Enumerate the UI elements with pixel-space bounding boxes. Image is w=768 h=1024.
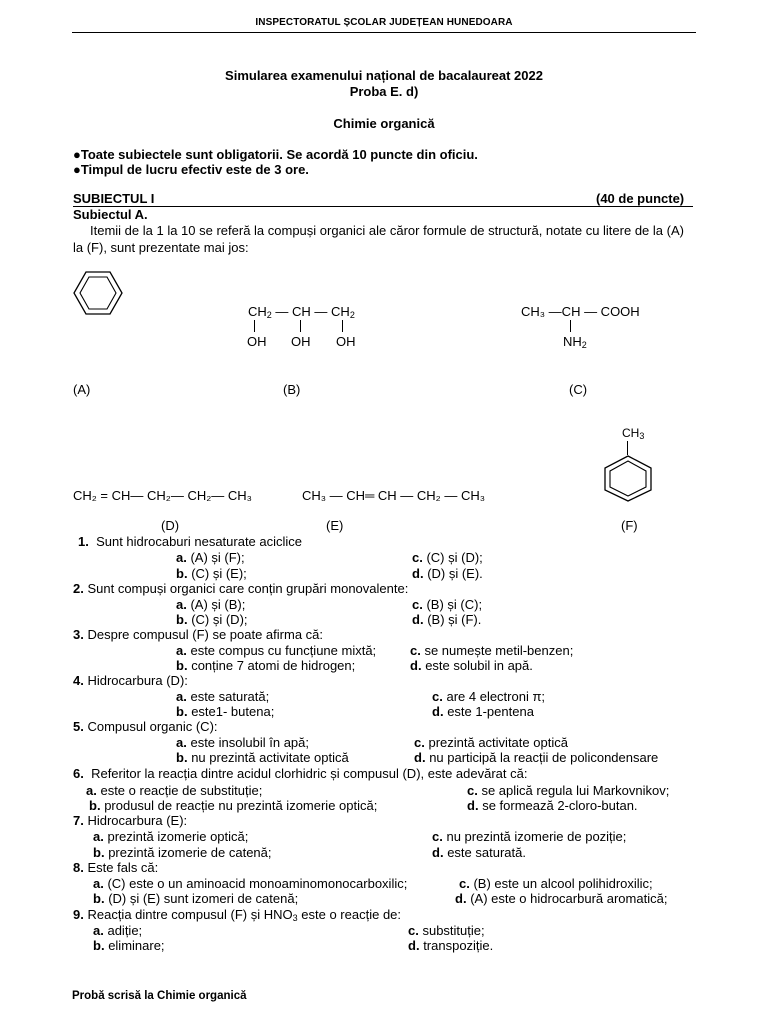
item-5-option-c: c. prezintă activitate optică: [414, 735, 568, 750]
item-9-option-d: d. transpoziție.: [408, 938, 494, 953]
item-1-option-b: b. (C) și (E);: [176, 566, 247, 581]
item-7-question: 7. Hidrocarbura (E):: [73, 813, 188, 828]
label-d: (D): [161, 518, 180, 533]
item-3-option-a: a. este compus cu funcțiune mixtă;: [176, 643, 377, 658]
item-2-option-a: a. (A) și (B);: [176, 597, 246, 612]
intro-text: Itemii de la 1 la 10 se referă la compuși organici ale căror formule de structură, notate cu litere de la (A) la (F), sunt prezentate mai jos:: [73, 223, 684, 255]
item-4-option-a: a. este saturată;: [176, 689, 270, 704]
item-9-question: 9. Reacția dintre compusul (F) și $HNO_3$ este o reacție de:: [73, 907, 402, 923]
item-4-option-c: c. are 4 electroni π;: [432, 689, 546, 704]
benzene-ring-f: [602, 454, 654, 502]
exam-subtitle: Proba E. d): [349, 84, 419, 99]
oh-b3: OH: [336, 334, 356, 349]
subject-name: SUBIECTUL I: [73, 191, 155, 206]
item-8-option-d: d. (A) este o hidrocarbură aromatică;: [455, 891, 668, 906]
label-b: (B): [283, 382, 301, 397]
bond-b3: [342, 320, 343, 332]
item-4-option-b: b. este1- butena;: [176, 704, 275, 719]
item-1-option-c: c. (C) și (D);: [412, 550, 483, 565]
item-3-option-d: d. este solubil in apă.: [410, 658, 533, 673]
item-5-option-d: d. nu participă la reacții de policondensare: [414, 750, 659, 765]
oh-b2: OH: [291, 334, 311, 349]
item-5-option-b: b. nu prezintă activitate optică: [176, 750, 349, 765]
item-3-option-b: b. conține 7 atomi de hidrogen;: [176, 658, 356, 673]
item-6-question: 6. Referitor la reacția dintre acidul clorhidric și compusul (D), este adevărat că:: [73, 766, 528, 781]
methyl-group-f: $CH_3$: [622, 426, 645, 441]
note-time: ●Timpul de lucru efectiv este de 3 ore.: [73, 162, 309, 177]
benzene-ring-a: [72, 270, 124, 316]
bond-c: [570, 320, 571, 332]
item-5-question: 5. Compusul organic (C):: [73, 719, 218, 734]
oh-b1: OH: [247, 334, 267, 349]
item-3-option-c: c. se numește metil-benzen;: [410, 643, 574, 658]
item-6-option-a: a. este o reacție de substituție;: [86, 783, 263, 798]
item-9-option-b: b. eliminare;: [93, 938, 165, 953]
pentene-formula-d: CH₂ = CH— CH₂— CH₂— CH₃: [73, 488, 252, 503]
subject-rule: [73, 206, 693, 207]
item-7-option-b: b. prezintă izomerie de catenă;: [93, 845, 272, 860]
item-9-option-c: c. substituție;: [408, 923, 485, 938]
bond-b2: [300, 320, 301, 332]
bond-f: [627, 441, 628, 455]
label-f: (F): [621, 518, 638, 533]
exam-discipline: Chimie organică: [333, 116, 435, 131]
item-8-question: 8. Este fals că:: [73, 860, 159, 875]
subject-part: Subiectul A.: [73, 207, 148, 222]
label-e: (E): [326, 518, 344, 533]
item-6-option-b: b. produsul de reacție nu prezintă izomerie optică;: [89, 798, 378, 813]
subject-points: (40 de puncte): [596, 191, 685, 206]
item-1-option-a: a. (A) și (F);: [176, 550, 245, 565]
item-1-question: 1. Sunt hidrocaburi nesaturate aciclice: [78, 534, 303, 549]
item-1-option-d: d. (D) și (E).: [412, 566, 483, 581]
pentene-formula-e: CH₃ — CH═ CH — CH₂ — CH₃: [302, 488, 486, 503]
item-4-question: 4. Hidrocarbura (D):: [73, 673, 188, 688]
item-5-option-a: a. este insolubil în apă;: [176, 735, 309, 750]
item-2-option-d: d. (B) și (F).: [412, 612, 482, 627]
nh2-c: $NH_2$: [563, 334, 587, 350]
item-9-option-a: a. adiție;: [93, 923, 143, 938]
label-c: (C): [569, 382, 588, 397]
note-mandatory: ●Toate subiectele sunt obligatorii. Se acordă 10 puncte din oficiu.: [73, 147, 478, 162]
bond-b1: [254, 320, 255, 332]
item-2-option-c: c. (B) și (C);: [412, 597, 483, 612]
item-4-option-d: d. este 1-pentena: [432, 704, 534, 719]
item-2-option-b: b. (C) și (D);: [176, 612, 248, 627]
label-a: (A): [73, 382, 91, 397]
item-2-question: 2. Sunt compuși organici care conțin grupări monovalente:: [73, 581, 409, 596]
item-6-option-d: d. se formează 2-cloro-butan.: [467, 798, 638, 813]
item-8-option-b: b. (D) și (E) sunt izomeri de catenă;: [93, 891, 299, 906]
glycerol-formula: $CH_2$ — CH — $CH_2$: [248, 304, 355, 320]
institution-header: INSPECTORATUL ȘCOLAR JUDEȚEAN HUNEDOARA: [255, 17, 513, 28]
alanine-formula: CH₃ —CH — COOH: [521, 304, 640, 319]
item-8-option-c: c. (B) este un alcool polihidroxilic;: [459, 876, 653, 891]
header-rule: [72, 32, 696, 33]
item-6-option-c: c. se aplică regula lui Markovnikov;: [467, 783, 670, 798]
item-8-option-a: a. (C) este o un aminoacid monoaminomonocarboxilic;: [93, 876, 408, 891]
item-7-option-c: c. nu prezintă izomerie de poziție;: [432, 829, 627, 844]
item-3-question: 3. Despre compusul (F) se poate afirma că:: [73, 627, 324, 642]
exam-title: Simularea examenului național de bacalaureat 2022: [225, 68, 543, 83]
item-7-option-d: d. este saturată.: [432, 845, 526, 860]
page-footer: Probă scrisă la Chimie organică: [72, 990, 247, 1002]
item-7-option-a: a. prezintă izomerie optică;: [93, 829, 249, 844]
